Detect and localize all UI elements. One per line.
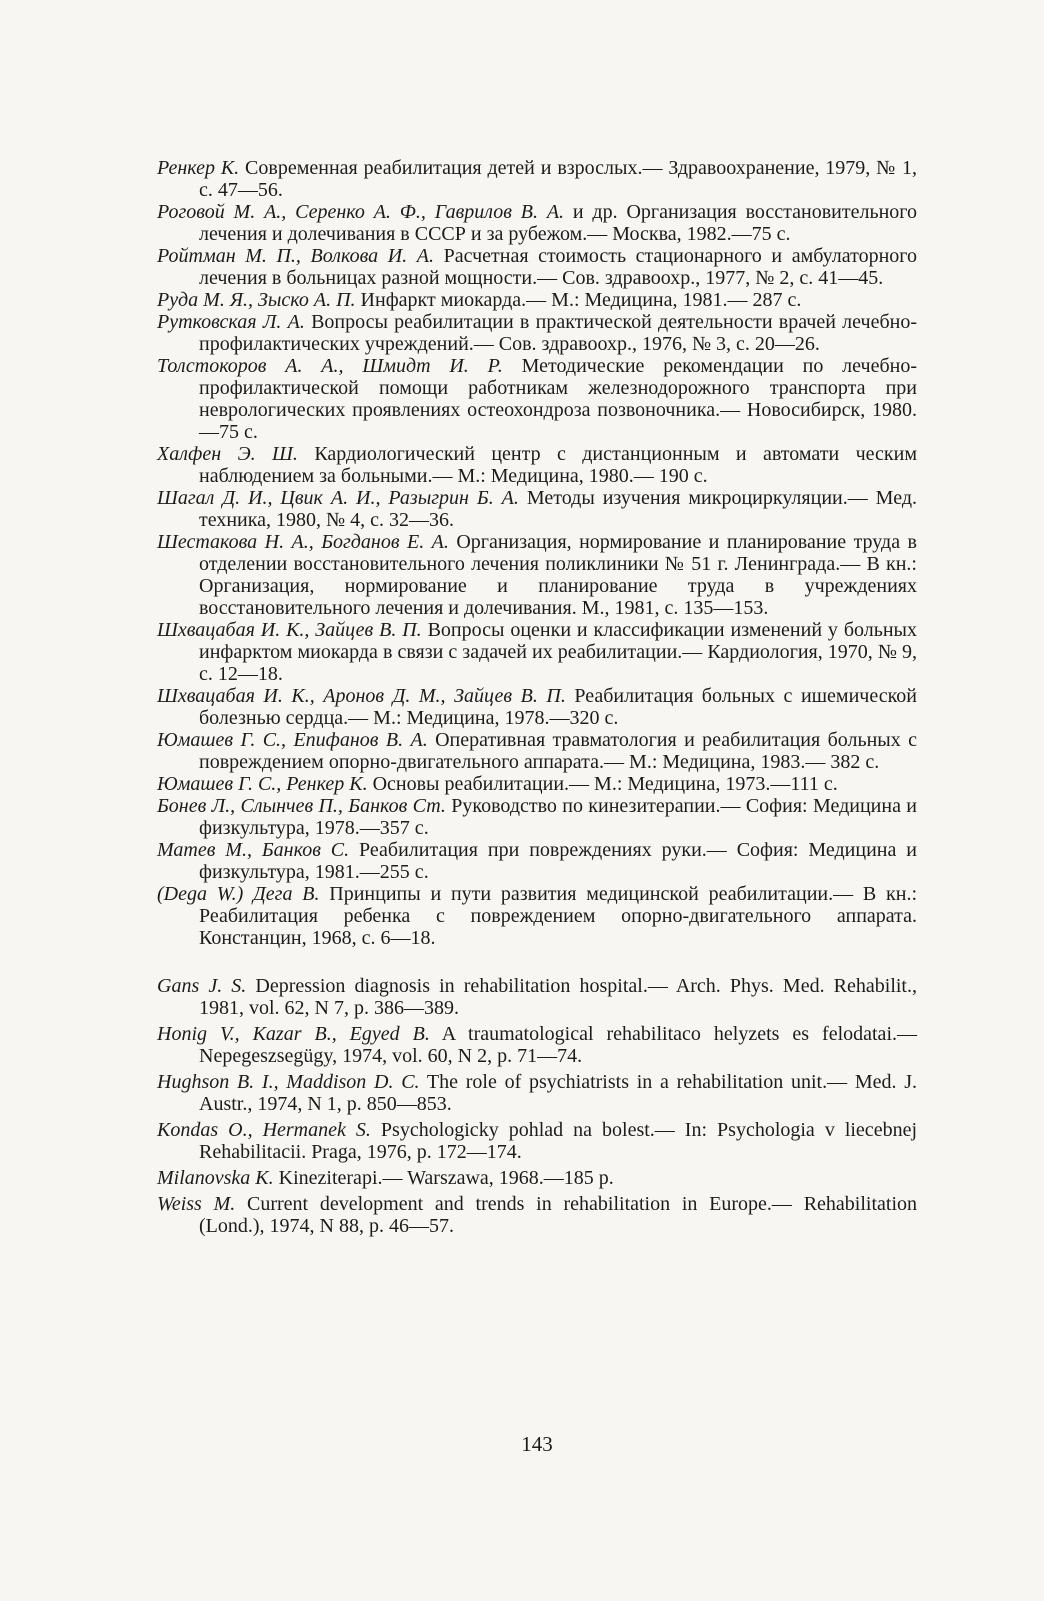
reference-entry (157, 289, 917, 311)
reference-entry (157, 839, 917, 883)
reference-text: Методы изучения микроциркуляции.— Мед. техника, 1980, № 4, с. 32—36. (199, 487, 917, 531)
reference-entry (157, 443, 917, 487)
reference-authors: Шестакова Н. А., Богданов Е. А. (157, 531, 449, 553)
reference-text: Вопросы оценки и классификации изменений у больных инфарктом миокарда в связи с задачей их реабилитации.— Кардиология, 1970, № 9, с. 12—18. (199, 619, 917, 685)
reference-authors: Hughson B. I., Maddison D. C. (157, 1071, 420, 1093)
reference-entry (157, 355, 917, 443)
reference-text: и др. Организация восстановительного лечения и долечивания в СССР и за рубежом.— Москва, 1982.—75 с. (199, 201, 917, 245)
reference-authors: Ройтман М. П., Волкова И. А. (157, 245, 434, 267)
reference-authors: Шагал Д. И., Цвик А. И., Разыгрин Б. А. (157, 487, 519, 509)
reference-entry (157, 1167, 917, 1189)
reference-text: Psychologicky pohlad na bolest.— In: Psychologia v liecebnej Rehabilitacii. Praga, 1976, p. 172—174. (199, 1119, 917, 1163)
reference-text: Current development and trends in rehabilitation in Europe.— Rehabilitation (Lond.), 1974, N 88, p. 46—57. (199, 1193, 917, 1237)
reference-entry (157, 1193, 917, 1237)
reference-authors: Роговой М. А., Серенко А. Ф., Гаврилов В. А. (157, 201, 565, 223)
reference-authors: Honig V., Kazar B., Egyed B. (157, 1023, 430, 1045)
reference-authors: Шхвацабая И. К., Зайцев В. П. (157, 619, 422, 641)
reference-text: Kineziterapi.— Warszawa, 1968.—185 p. (273, 1167, 614, 1189)
reference-entry (157, 729, 917, 773)
reference-entry (157, 619, 917, 685)
reference-authors: Kondas O., Hermanek S. (157, 1119, 371, 1141)
reference-entry (157, 311, 917, 355)
reference-text: Методические рекомендации по лечебно-профилактической помощи работникам железнодорожного транспорта при неврологических проявлениях остеохондроза позвоночника.— Новосибирск, 1980.—75 с. (199, 355, 917, 443)
reference-text: Принципы и пути развития медицинской реабилитации.— В кн.: Реабилитация ребенка с повреждением опорно-двигательного аппарата. Констанцин, 1968, с. 6—18. (199, 883, 917, 949)
reference-text: Основы реабилитации.— М.: Медицина, 1973.—111 с. (367, 773, 838, 795)
reference-authors: Руда М. Я., Зыско А. П. (157, 289, 356, 311)
reference-text: The role of psychiatrists in a rehabilitation unit.— Med. J. Austr., 1974, N 1, p. 850—853. (199, 1071, 917, 1115)
reference-text: Вопросы реабилитации в практической деятельности врачей лечебно-профилактических учреждений.— Сов. здравоохр., 1976, № 3, с. 20—26. (199, 311, 917, 355)
reference-entry (157, 1119, 917, 1163)
reference-text: Инфаркт миокарда.— М.: Медицина, 1981.— 287 с. (355, 289, 802, 311)
reference-text: Организация, нормирование и планирование труда в отделении восстановительного лечения поликлиники № 51 г. Ленинграда.— В кн.: Организация, нормирование и планирование труда в учреждениях восстановительного лечения и долечивания. М., 1981, с. 135—153. (199, 531, 917, 619)
reference-authors: Матев М., Банков С. (157, 839, 350, 861)
reference-authors: Юмашев Г. С., Епифанов В. А. (157, 729, 428, 751)
reference-authors: Юмашев Г. С., Ренкер К. (157, 773, 368, 795)
reference-text: Кардиологический центр с дистанционным и автомати ческим наблюдением за больными.— М.: Медицина, 1980.— 190 с. (199, 443, 917, 487)
reference-authors: Milanovska K. (157, 1167, 274, 1189)
reference-authors: Рутковская Л. А. (157, 311, 305, 333)
reference-entry (157, 245, 917, 289)
reference-entry (157, 795, 917, 839)
reference-text: Реабилитация больных с ишемической болезнью сердца.— М.: Медицина, 1978.—320 с. (199, 685, 917, 729)
reference-authors: Weiss M. (157, 1193, 236, 1215)
reference-text: Современная реабилитация детей и взрослых.— Здравоохранение, 1979, № 1, с. 47—56. (199, 157, 918, 201)
reference-text: Руководство по кинезитерапии.— София: Медицина и физкультура, 1978.—357 с. (199, 795, 917, 839)
reference-authors: Бонев Л., Слынчев П., Банков Ст. (157, 795, 446, 817)
section-gap (157, 949, 917, 975)
reference-authors: Толстокоров А. А., Шмидт И. Р. (157, 355, 503, 377)
references-foreign (157, 975, 917, 1237)
reference-entry (157, 201, 917, 245)
reference-entry (157, 1071, 917, 1115)
reference-entry (157, 1023, 917, 1067)
reference-entry (157, 883, 917, 949)
reference-text: A traumatological rehabilitaco helyzets es felodatai.— Nepegeszsegügy, 1974, vol. 60, N 2, p. 71—74. (199, 1023, 917, 1067)
page-number: 143 (521, 1432, 553, 1456)
reference-authors: Шхвацабая И. К., Аронов Д. М., Зайцев В. П. (157, 685, 566, 707)
reference-authors: Gans J. S. (157, 975, 247, 997)
reference-entry (157, 157, 917, 201)
bibliography-page (157, 157, 917, 1241)
reference-entry (157, 487, 917, 531)
reference-authors: Халфен Э. Ш. (157, 443, 298, 465)
reference-text: Оперативная травматология и реабилитация больных с повреждением опорно-двигательного аппарата.— М.: Медицина, 1983.— 382 с. (199, 729, 918, 773)
reference-entry (157, 975, 917, 1019)
reference-entry (157, 685, 917, 729)
reference-text: Реабилитация при повреждениях руки.— София: Медицина и физкультура, 1981.—255 с. (199, 839, 917, 883)
reference-entry (157, 773, 917, 795)
reference-text: Расчетная стоимость стационарного и амбулаторного лечения в больницах разной мощности.— Сов. здравоохр., 1977, № 2, с. 41—45. (199, 245, 918, 289)
reference-authors: Ренкер К. (157, 157, 240, 179)
reference-text: Depression diagnosis in rehabilitation hospital.— Arch. Phys. Med. Rehabilit., 1981, vol. 62, N 7, p. 386—389. (199, 975, 917, 1019)
reference-authors: (Dega W.) Дега В. (157, 883, 320, 905)
references-russian (157, 157, 917, 949)
reference-entry (157, 531, 917, 619)
